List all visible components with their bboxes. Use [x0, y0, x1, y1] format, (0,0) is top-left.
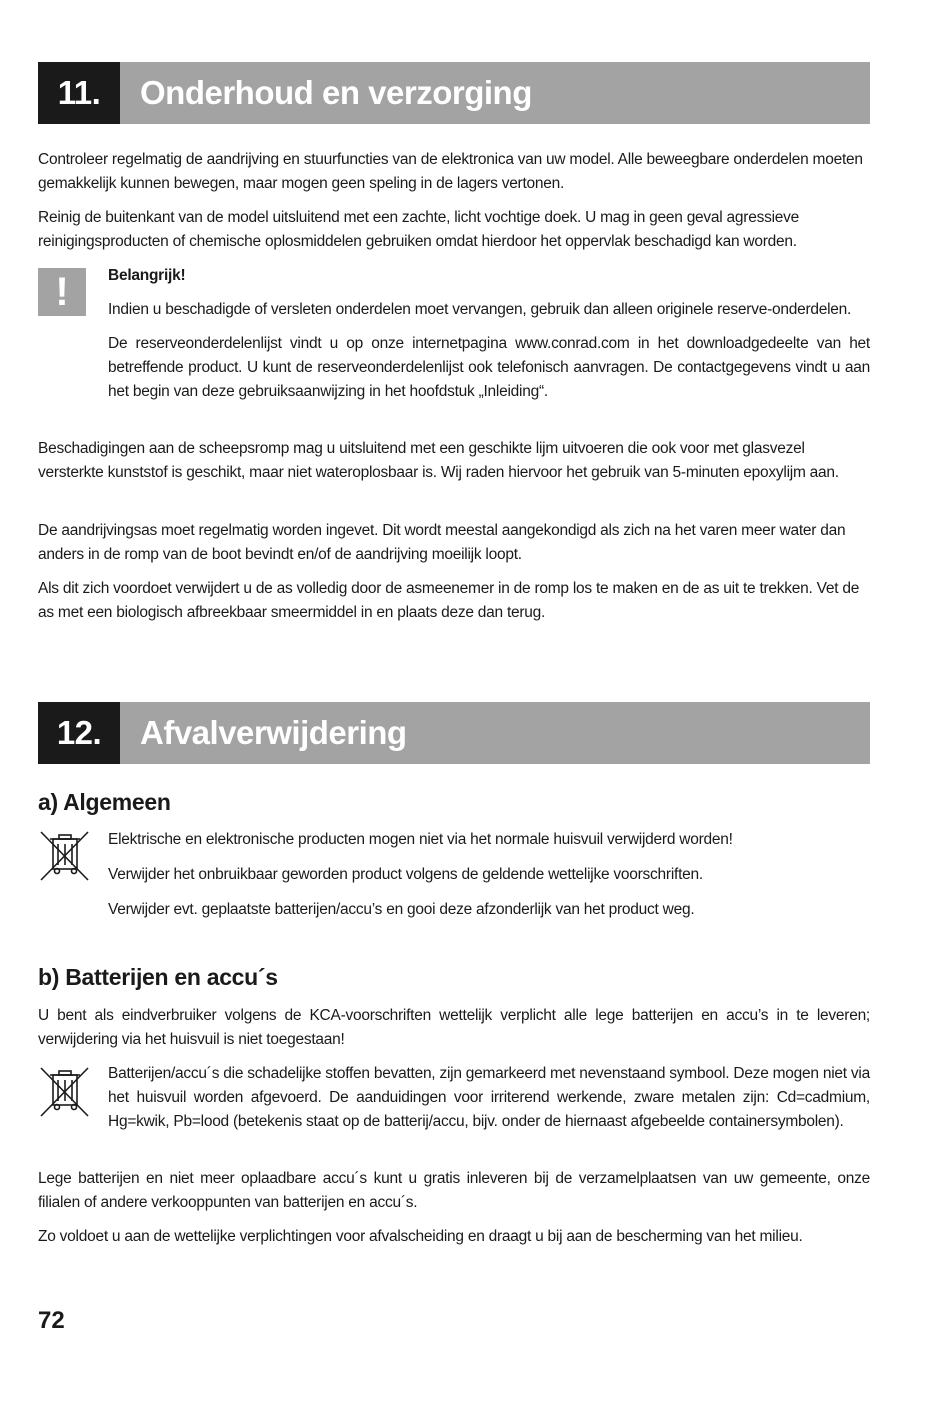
crossed-bin-icon: [38, 1064, 92, 1118]
batterijen-paragraph-2: [108, 1062, 870, 1134]
section-11-paragraph-2: [38, 206, 870, 254]
subheading-algemeen: a) Algemeen: [38, 789, 171, 815]
paragraph-text: Batterijen/accu´s die schadelijke stoffen bevatten, zijn gemarkeerd met nevenstaand symbool. Deze mogen niet via het huisvuil worden afgevoerd. De aanduidingen voor irriterend werkende, zware metalen zijn: Cd=cadmium, Hg=kwik, Pb=lood (betekenis staat op de batterij/accu, bijv. onder de hiernaast afgebeelde containersymbolen).: [108, 1065, 870, 1130]
section-12-title: Afvalverwijdering: [140, 714, 407, 751]
paragraph-text: Zo voldoet u aan de wettelijke verplichtingen voor afvalscheiding en draagt u bij aan de bescherming van het milieu.: [38, 1228, 803, 1245]
batterijen-paragraph-3: [38, 1167, 870, 1215]
section-11-paragraph-1: [38, 148, 870, 196]
algemeen-line-2: Verwijder het onbruikbaar geworden product volgens de geldende wettelijke voorschriften.: [108, 866, 703, 883]
section-11-header: [38, 62, 870, 124]
paragraph-text: De aandrijvingsas moet regelmatig worden ingevet. Dit wordt meestal aangekondigd als zich na het varen meer water dan anders in de romp van de boot bevindt en/of de aandrijving moeilijk loopt.: [38, 522, 846, 563]
subheading-batterijen: b) Batterijen en accu´s: [38, 964, 278, 990]
algemeen-line-1: Elektrische en elektronische producten mogen niet via het normale huisvuil verwijderd worden!: [108, 831, 733, 848]
section-12-number: 12.: [56, 714, 102, 751]
section-11-paragraph-5: [38, 577, 870, 625]
section-11-title-box: [120, 62, 870, 124]
paragraph-text: U bent als eindverbruiker volgens de KCA-voorschriften wettelijk verplicht alle lege batterijen en accu’s in te leveren; verwijdering via het huisvuil is niet toegestaan!: [38, 1007, 870, 1048]
batterijen-paragraph-1: [38, 1004, 870, 1052]
important-note: [108, 264, 870, 404]
section-11-paragraph-4: [38, 519, 870, 567]
section-12-number-box: [38, 702, 120, 764]
section-11-paragraph-3: [38, 437, 870, 485]
paragraph-text: Reinig de buitenkant van de model uitsluitend met een zachte, licht vochtige doek. U mag in geen geval agressieve reinigingsproducten of chemische oplosmiddelen gebruiken omdat hierdoor het oppervlak beschadigd kan worden.: [38, 209, 800, 250]
note-heading: Belangrijk!: [108, 267, 186, 284]
section-12-header: [38, 702, 870, 764]
crossed-bin-icon: [38, 828, 92, 882]
section-11-title: Onderhoud en verzorging: [140, 74, 532, 111]
note-paragraph-1: Indien u beschadigde of versleten onderdelen moet vervangen, gebruik dan alleen originele reserve-onderdelen.: [108, 301, 852, 318]
paragraph-text: Lege batterijen en niet meer oplaadbare accu´s kunt u gratis inleveren bij de verzamelplaatsen van uw gemeente, onze filialen of andere verkooppunten van batterijen en accu´s.: [38, 1170, 870, 1211]
section-11-number: 11.: [57, 74, 101, 111]
paragraph-text: Als dit zich voordoet verwijdert u de as volledig door de asmeenemer in de romp los te maken en de as uit te trekken. Vet de as met een biologisch afbreekbaar smeermiddel in en plaats deze dan terug.: [38, 580, 860, 621]
batterijen-paragraph-4: [38, 1225, 870, 1249]
section-12-title-box: [120, 702, 870, 764]
paragraph-text: Controleer regelmatig de aandrijving en stuurfuncties van de elektronica van uw model. Alle beweegbare onderdelen moeten gemakkelijk kunnen bewegen, maar mogen geen speling in de lagers vertonen.: [38, 151, 863, 192]
exclamation-icon: [38, 268, 86, 316]
section-11-number-box: [38, 62, 120, 124]
algemeen-text: [108, 828, 870, 922]
algemeen-line-3: Verwijder evt. geplaatste batterijen/accu’s en gooi deze afzonderlijk van het product weg.: [108, 901, 695, 918]
exclamation-glyph: !: [55, 269, 69, 314]
note-paragraph-2: De reserveonderdelenlijst vindt u op onze internetpagina www.conrad.com in het downloadgedeelte van het betreffende product. U kunt de reserveonderdelenlijst ook telefonisch aanvragen. De contactgegevens vindt u aan het begin van deze gebruiksaanwijzing in het hoofdstuk „Inleiding“.: [108, 335, 870, 400]
paragraph-text: Beschadigingen aan de scheepsromp mag u uitsluitend met een geschikte lijm uitvoeren die ook voor met glasvezel versterkte kunststof is geschikt, maar niet wateroplosbaar is. Wij raden hiervoor het gebruik van 5-minuten epoxylijm aan.: [38, 440, 839, 481]
page-number: 72: [38, 1307, 65, 1334]
